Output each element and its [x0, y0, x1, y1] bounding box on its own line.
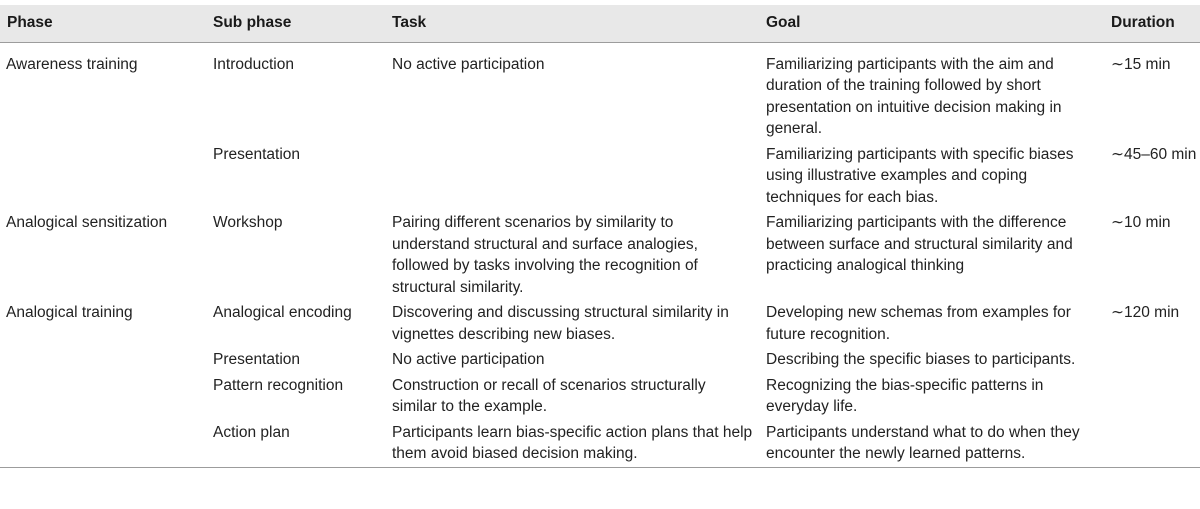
- header-task: Task: [385, 5, 759, 42]
- cell-sub-phase: Presentation: [213, 145, 301, 163]
- cell-task: Participants learn bias-specific action plans that help them avoid biased decision making.: [385, 418, 759, 468]
- cell-goal: Participants understand what to do when they encounter the newly learned patterns.: [759, 418, 1104, 468]
- header-goal: Goal: [759, 5, 1104, 42]
- table-row: [0, 371, 1200, 418]
- cell-goal: Describing the specific biases to participants.: [766, 351, 1076, 368]
- cell-goal: Familiarizing participants with the difference between surface and structural similarity and practicing analogical thinking: [766, 214, 1073, 274]
- cell-phase: [0, 418, 206, 468]
- cell-phase: [0, 140, 206, 209]
- cell-duration: ∼45–60 min: [1111, 145, 1197, 163]
- cell-phase: [0, 345, 206, 371]
- cell-sub-phase: Pattern recognition: [213, 376, 344, 394]
- cell-task: [385, 140, 759, 209]
- cell-task: Construction or recall of scenarios structurally similar to the example.: [392, 376, 706, 415]
- cell-sub-phase: Presentation: [213, 351, 301, 368]
- table-row: [0, 418, 1200, 468]
- cell-duration: [1104, 371, 1200, 418]
- table-body: [0, 42, 1200, 467]
- table-row: [0, 208, 1200, 298]
- table-row: [0, 345, 1200, 371]
- header-phase: Phase: [0, 5, 206, 42]
- cell-task: Pairing different scenarios by similarity to understand structural and surface analogies, followed by tasks involving the recognition of structural similarity.: [392, 214, 698, 296]
- cell-task: No active participation: [392, 351, 545, 368]
- cell-task: No active participation: [392, 55, 545, 73]
- table-row: [0, 42, 1200, 140]
- table-row: [0, 298, 1200, 345]
- cell-duration: ∼120 min: [1111, 304, 1180, 321]
- cell-phase: Analogical training: [6, 304, 133, 321]
- table-row: [0, 140, 1200, 209]
- cell-sub-phase: Analogical encoding: [213, 304, 352, 321]
- header-sub-phase: Sub phase: [206, 5, 385, 42]
- training-phases-table: [0, 5, 1200, 468]
- cell-goal: Familiarizing participants with specific biases using illustrative examples and coping techniques for each bias.: [766, 145, 1074, 206]
- cell-sub-phase: Workshop: [213, 214, 283, 231]
- cell-goal: Recognizing the bias-specific patterns in everyday life.: [766, 376, 1044, 415]
- cell-task: Discovering and discussing structural similarity in vignettes describing new biases.: [392, 304, 729, 343]
- cell-duration: [1104, 345, 1200, 371]
- cell-sub-phase: Action plan: [206, 418, 385, 468]
- cell-phase: [0, 371, 206, 418]
- cell-duration: ∼10 min: [1111, 214, 1171, 231]
- table-header: [0, 5, 1200, 42]
- cell-phase: Analogical sensitization: [6, 214, 168, 231]
- cell-sub-phase: Introduction: [213, 55, 294, 73]
- cell-goal: Developing new schemas from examples for future recognition.: [766, 304, 1071, 343]
- header-row: [0, 5, 1200, 42]
- cell-phase: Awareness training: [6, 55, 138, 73]
- cell-duration: [1104, 418, 1200, 468]
- header-duration: Duration: [1104, 5, 1200, 42]
- cell-duration: ∼15 min: [1111, 55, 1171, 73]
- cell-goal: Familiarizing participants with the aim and duration of the training followed by short presentation on intuitive decision making in general.: [766, 55, 1062, 137]
